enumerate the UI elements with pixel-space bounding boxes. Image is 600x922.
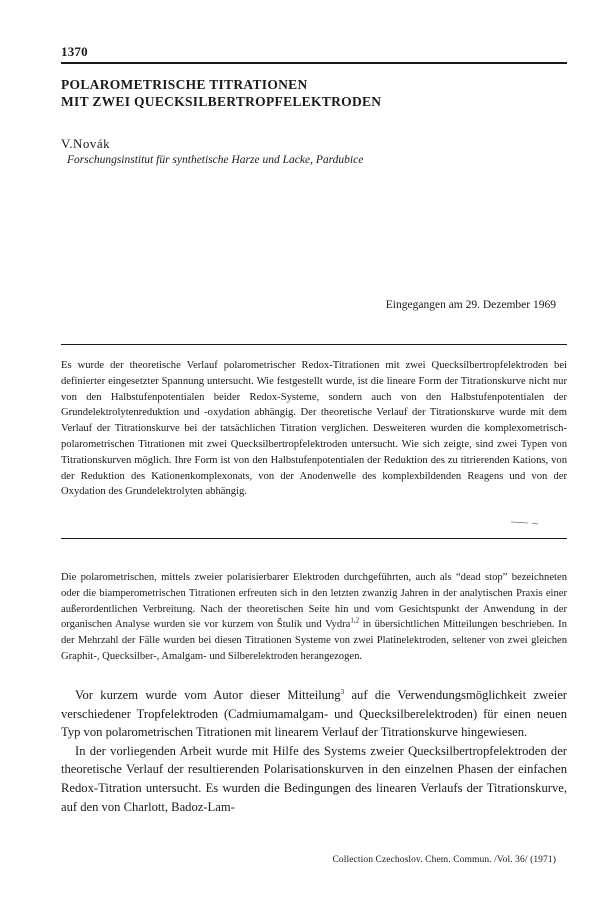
header-rule — [61, 62, 567, 64]
body-paragraph-2: In der vorliegenden Arbeit wurde mit Hilfe des Systems zweier Quecksilbertropfelektroden der theoretische Verlauf der resultierenden Polarisationskurven in den einzelnen Phasen der einfachen Redox-Titration untersucht. Es wurden die Bedingungen des linearen Verlaufs der Titrationskurve, auf den von Charlott, Badoz-Lam- — [61, 743, 567, 814]
article-title — [61, 76, 561, 110]
abstract-top-rule — [61, 344, 567, 345]
body-p1-part2: auf die Verwendungsmöglichkeit zweier verschiedener Tropfelektroden (Cadmiumamalgam- und Quecksilberelektroden) für einen neuen Typ von polarometrischen Titrationen mit linearem Verlauf der Titrationskurve hingewiesen. — [61, 688, 568, 740]
title-line-2: MIT ZWEI QUECKSILBERTROPFELEKTRODEN — [61, 94, 382, 109]
body-reference-3[interactable]: 3 — [340, 687, 345, 696]
scan-smudge-mark — [510, 520, 540, 525]
abstract — [61, 358, 567, 500]
main-text — [61, 686, 567, 816]
author-name: V.Novák — [61, 136, 111, 151]
journal-citation: Collection Czechoslov. Chem. Commun. /Vol. 36/ (1971) — [332, 855, 556, 865]
abstract-text: Es wurde der theoretische Verlauf polarometrischer Redox-Titrationen mit zwei Quecksilbertropfelektroden bei definierter eingesetzter Spannung untersucht. Wie festgestellt wurde, ist die lineare Form der Titrationskurve nicht nur von den Halbstufenpotentialen beider Redox-Systeme, sondern auch von den Halbstufenpotentialen der Grundelektrolytenreduktion und -oxydation abhängig. Der theoretische Verlauf der Titrationskurve wurde mit dem Verlauf der Titrationskurve bei der tatsächlichen Titration verglichen. Desweiteren wurden die komplexometrisch-polarometrischen Titrationen mit zwei Quecksilbertropfelektroden untersucht. Wie sich zeigte, sind zwei Typen von Titrationskurven möglich. Ihre Form ist von den Halbstufenpotentialen der Reduktion des zu titrierenden Kations, von der Reduktion des Kationenkomplexonats, von der Anodenwelle des komplexbildenden Reagens und von der Oxydation des Grundelektrolyten abhängig. — [61, 360, 567, 498]
body-paragraph-1 — [61, 686, 567, 742]
title-line-1: POLAROMETRISCHE TITRATIONEN — [61, 77, 308, 92]
intro-text-part2: in übersichtlichen Mitteilungen beschrieben. In der Mehrzahl der Fälle wurden bei diesen Titrationen Systeme von zwei Platinelektroden, seltener von zwei gleichen Graphit-, Quecksilber-, Amalgam- und Silberelektroden herangezogen. — [61, 619, 567, 662]
intro-paragraph — [61, 570, 567, 665]
abstract-bottom-rule — [61, 538, 567, 539]
intro-reference-1-2[interactable]: 1,2 — [350, 616, 360, 625]
introduction — [61, 570, 567, 665]
intro-text-part1: Die polarometrischen, mittels zweier polarisierbarer Elektroden durchgeführten, auch als “dead stop” bezeichneten oder die biamperometrischen Titrationen erfreuten sich in den letzten zwanzig Jahren in der analytischen Praxis einer außerordentlichen Verbreitung. Nach der theoretischen Seite hin und vom Gesichtspunkt der Anwendung in der organischen Analyse wurden sie vor kurzem von Štulík und Vydra — [61, 572, 567, 631]
received-date: Eingegangen am 29. Dezember 1969 — [385, 299, 556, 311]
author-affiliation: Forschungsinstitut für synthetische Harze und Lacke, Pardubice — [67, 154, 364, 166]
body-p1-part1: Vor kurzem wurde vom Autor dieser Mitteilung — [75, 688, 341, 702]
page-number: 1370 — [61, 44, 88, 59]
